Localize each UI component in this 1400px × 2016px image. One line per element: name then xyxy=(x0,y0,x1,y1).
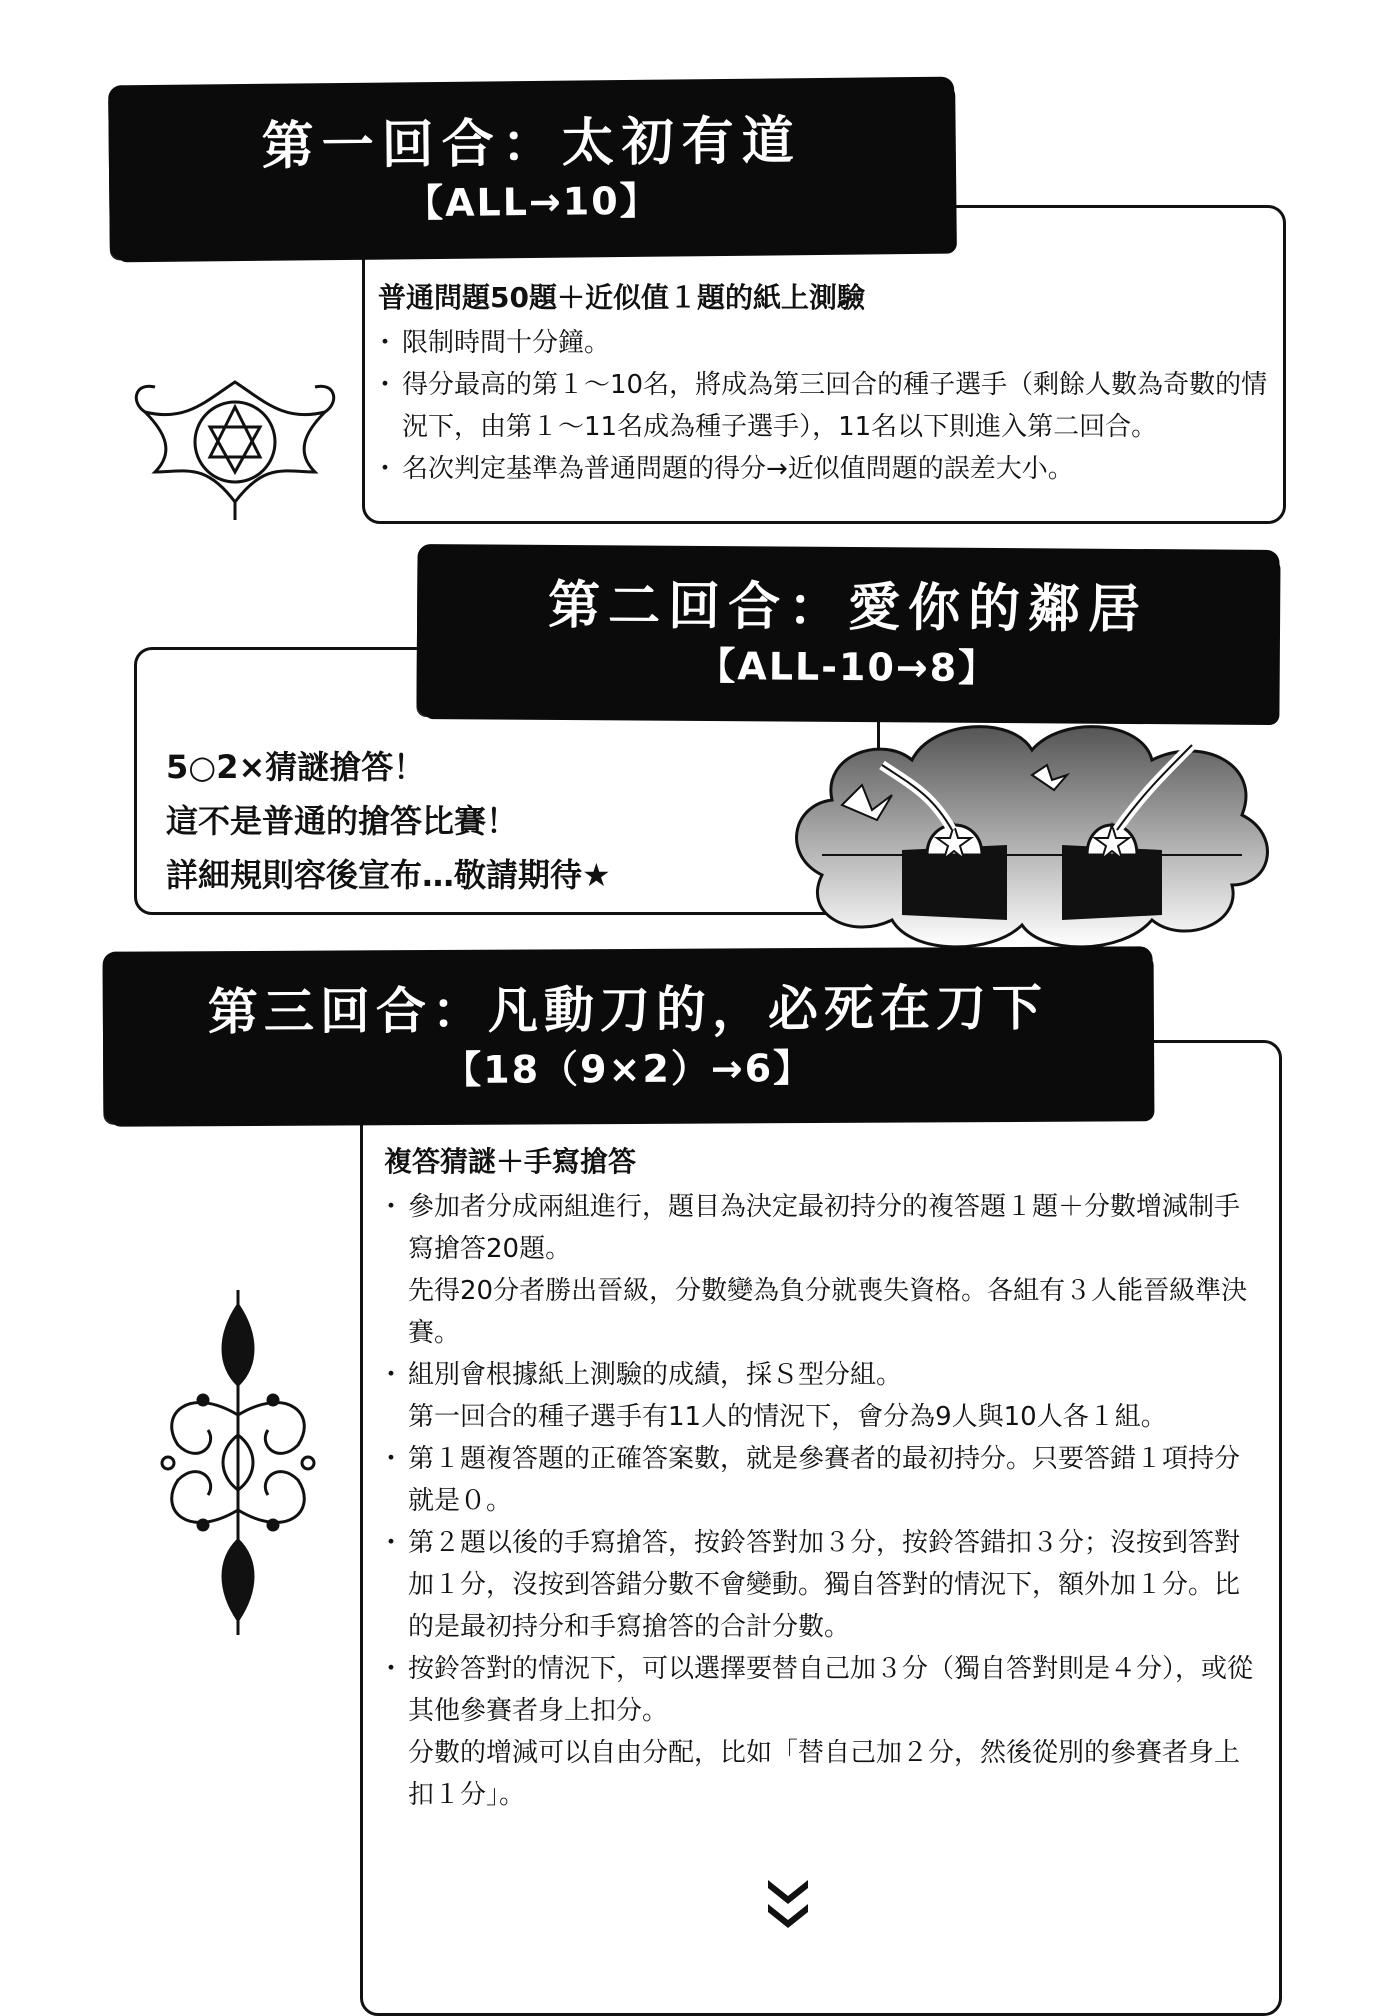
round1-bullets xyxy=(378,322,1268,490)
round3-heading: 複答猜謎＋手寫搶答 xyxy=(384,1145,637,1178)
bullet-extra: 第一回合的種子選手有11人的情況下，會分為9人與10人各１組。 xyxy=(408,1402,1167,1432)
round3-title: 第三回合：凡動刀的，必死在刀下 xyxy=(207,978,1049,1042)
list-item: ・ 名次判定基準為普通問題的得分→近似值問題的誤差大小。 xyxy=(378,448,1268,490)
bullet-extra: 先得20分者勝出晉級，分數變為負分就喪失資格。各組有３人能晉級準決賽。 xyxy=(408,1276,1248,1348)
bullet-extra: 分數的增減可以自由分配，比如「替自己加２分，然後從別的參賽者身上扣１分」。 xyxy=(408,1738,1241,1810)
round3-content xyxy=(384,1142,1260,1816)
round1-title: 第一回合：太初有道 xyxy=(261,111,803,177)
round1-content xyxy=(378,278,1268,490)
mandala-ornament-icon xyxy=(125,362,345,522)
buzzer-illustration xyxy=(782,705,1282,965)
list-item xyxy=(384,1186,1260,1354)
bullet-main: 第１題複答題的正確答案數，就是參賽者的最初持分。只要答錯１項持分就是０。 xyxy=(408,1444,1241,1516)
list-item xyxy=(384,1354,1260,1438)
double-chevron-down-icon xyxy=(766,1878,810,1932)
list-item xyxy=(384,1648,1260,1816)
round3-bullets xyxy=(384,1186,1260,1816)
round1-heading: 普通問題50題＋近似值１題的紙上測驗 xyxy=(378,281,865,314)
round3-subtitle: 【18（9×2）→6】 xyxy=(443,1046,814,1092)
bullet-main: 按鈴答對的情況下，可以選擇要替自己加３分（獨自答對則是４分），或從其他參賽者身上扣分。 xyxy=(408,1654,1254,1726)
list-item xyxy=(384,1438,1260,1522)
list-item: ・ 得分最高的第１～10名，將成為第三回合的種子選手（剩餘人數為奇數的情況下，由第１～11名成為種子選手），11名以下則進入第二回合。 xyxy=(378,364,1268,448)
promo-line: 這不是普通的搶答比賽！ xyxy=(166,802,519,840)
bullet-main: 第２題以後的手寫搶答，按鈴答對加３分，按鈴答錯扣３分；沒按到答對加１分，沒按到答錯分數不會變動。獨自答對的情況下，額外加１分。比的是最初持分和手寫搶答的合計分數。 xyxy=(408,1528,1241,1642)
round1-subtitle: 【ALL→10】 xyxy=(404,178,660,226)
bullet-main: 組別會根據紙上測驗的成績，採Ｓ型分組。 xyxy=(408,1360,903,1390)
promo-line: 詳細規則容後宣布…敬請期待★ xyxy=(166,856,611,894)
round3-banner xyxy=(106,949,1151,1120)
round2-title: 第二回合：愛你的鄰居 xyxy=(547,575,1149,641)
round1-banner xyxy=(111,80,953,257)
bullet-main: 參加者分成兩組進行，題目為決定最初持分的複答題１題＋分數增減制手寫搶答20題。 xyxy=(408,1192,1241,1264)
round2-subtitle: 【ALL-10→8】 xyxy=(697,643,999,691)
filigree-ornament-icon xyxy=(148,1285,328,1640)
list-item: ・ 限制時間十分鐘。 xyxy=(378,322,1268,364)
promo-line: 5○2×猜謎搶答！ xyxy=(166,748,426,786)
round2-banner xyxy=(419,547,1276,719)
round2-promo xyxy=(166,740,766,902)
list-item xyxy=(384,1522,1260,1648)
